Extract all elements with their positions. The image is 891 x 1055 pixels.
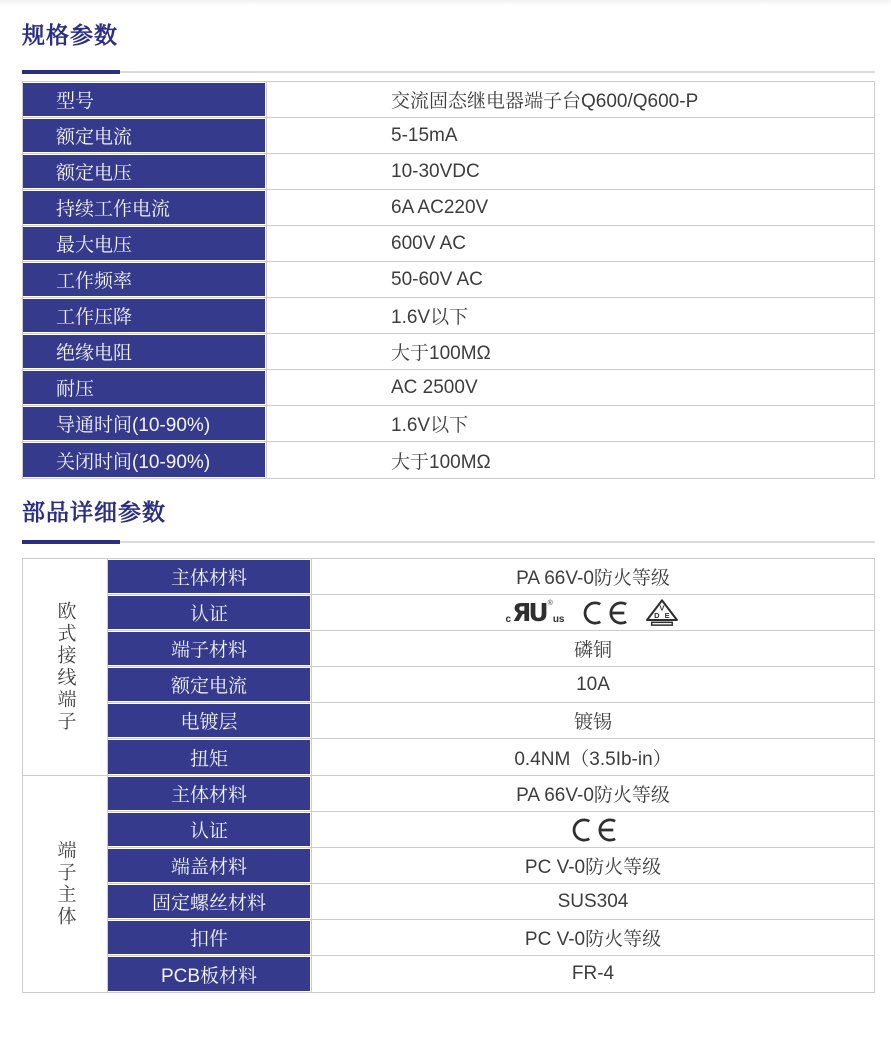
parts-table-row <box>108 667 874 703</box>
parts-table-row <box>108 739 874 775</box>
parts-label: PCB板材料 <box>108 957 310 991</box>
spec-table-row <box>23 370 874 406</box>
divider-accent-bar <box>22 70 120 74</box>
spec-label: 工作压降 <box>23 299 265 332</box>
spec-value: 5-15mA <box>266 118 874 153</box>
parts-label: 认证 <box>108 813 310 846</box>
spec-label: 最大电压 <box>23 227 265 260</box>
spec-table-row <box>23 190 874 226</box>
title-divider <box>22 70 875 74</box>
parts-table-row <box>108 776 874 812</box>
parts-group-rows <box>107 776 874 992</box>
parts-table-row <box>108 848 874 884</box>
spec-value: 10-30VDC <box>266 154 874 189</box>
spec-value-certifications <box>311 812 874 847</box>
spec-value: 6A AC220V <box>266 190 874 225</box>
svg-text:V: V <box>659 603 665 613</box>
spec-label: 持续工作电流 <box>23 191 265 224</box>
spec-label: 导通时间(10-90%) <box>23 407 265 440</box>
section-parts <box>22 497 875 993</box>
parts-label: 端子材料 <box>108 632 310 665</box>
spec-table-row <box>23 406 874 442</box>
section-specs <box>22 20 875 479</box>
spec-value: FR-4 <box>311 956 874 992</box>
spec-value: 1.6V以下 <box>266 406 874 441</box>
parts-label: 扣件 <box>108 921 310 954</box>
parts-group <box>23 559 874 776</box>
spec-table-row <box>23 298 874 334</box>
parts-label: 电镀层 <box>108 704 310 737</box>
vde-mark-icon <box>644 598 680 627</box>
parts-table <box>22 558 875 993</box>
ce-mark-icon <box>567 818 619 842</box>
parts-label: 额定电流 <box>108 668 310 701</box>
spec-table-row <box>23 442 874 478</box>
parts-label: 主体材料 <box>108 777 310 810</box>
spec-value: PC V-0防火等级 <box>311 920 874 955</box>
spec-table-row <box>23 334 874 370</box>
spec-section-title: 规格参数 <box>22 22 118 48</box>
divider-rest-line <box>120 71 875 73</box>
spec-value: 0.4NM（3.5Ib-in） <box>311 739 874 775</box>
parts-table-row <box>108 595 874 631</box>
parts-label: 端盖材料 <box>108 849 310 882</box>
spec-table-row <box>23 118 874 154</box>
spec-value: 大于100MΩ <box>266 334 874 369</box>
spec-value: 磷铜 <box>311 631 874 666</box>
spec-table-row <box>23 154 874 190</box>
parts-group-name: 端子主体 <box>54 840 76 928</box>
parts-table-row <box>108 559 874 595</box>
parts-group-rows <box>107 559 874 775</box>
spec-value: 50-60V AC <box>266 262 874 297</box>
parts-section-title: 部品详细参数 <box>22 499 166 525</box>
title-divider <box>22 540 875 544</box>
spec-value: PA 66V-0防火等级 <box>311 559 874 594</box>
spec-value: 镀锡 <box>311 703 874 738</box>
parts-label: 扭矩 <box>108 740 310 774</box>
parts-group-name: 欧式接线端子 <box>54 601 76 733</box>
spec-value: 大于100MΩ <box>266 442 874 478</box>
parts-group-cell <box>23 776 107 992</box>
parts-table-row <box>108 920 874 956</box>
parts-label: 认证 <box>108 596 310 629</box>
parts-table-row <box>108 812 874 848</box>
spec-table <box>22 81 875 479</box>
spec-value-certifications <box>311 595 874 630</box>
spec-value: AC 2500V <box>266 370 874 405</box>
divider-rest-line <box>120 541 875 543</box>
parts-label: 固定螺丝材料 <box>108 885 310 918</box>
parts-group-cell <box>23 559 107 775</box>
spec-value: PC V-0防火等级 <box>311 848 874 883</box>
spec-label: 额定电压 <box>23 155 265 188</box>
divider-accent-bar <box>22 540 120 544</box>
parts-table-row <box>108 884 874 920</box>
spec-value: 10A <box>311 667 874 702</box>
spec-value: 1.6V以下 <box>266 298 874 333</box>
parts-label: 主体材料 <box>108 560 310 593</box>
parts-table-row <box>108 631 874 667</box>
spec-value: 600V AC <box>266 226 874 261</box>
spec-value: SUS304 <box>311 884 874 919</box>
svg-text:E: E <box>665 611 671 621</box>
spec-value: 交流固态继电器端子台Q600/Q600-P <box>266 82 874 117</box>
parts-group <box>23 776 874 992</box>
ul-recognized-icon: c ЯU ® us <box>505 598 565 627</box>
parts-table-row <box>108 956 874 992</box>
ce-mark-icon <box>578 601 630 625</box>
spec-label: 耐压 <box>23 371 265 404</box>
spec-value: PA 66V-0防火等级 <box>311 776 874 811</box>
spec-label: 绝缘电阻 <box>23 335 265 368</box>
spec-label: 型号 <box>23 83 265 116</box>
spec-table-row <box>23 226 874 262</box>
spec-table-row <box>23 262 874 298</box>
spec-label: 额定电流 <box>23 119 265 152</box>
spec-table-row <box>23 82 874 118</box>
spec-label: 工作频率 <box>23 263 265 296</box>
spec-label: 关闭时间(10-90%) <box>23 443 265 477</box>
parts-table-row <box>108 703 874 739</box>
svg-text:D: D <box>654 611 661 621</box>
